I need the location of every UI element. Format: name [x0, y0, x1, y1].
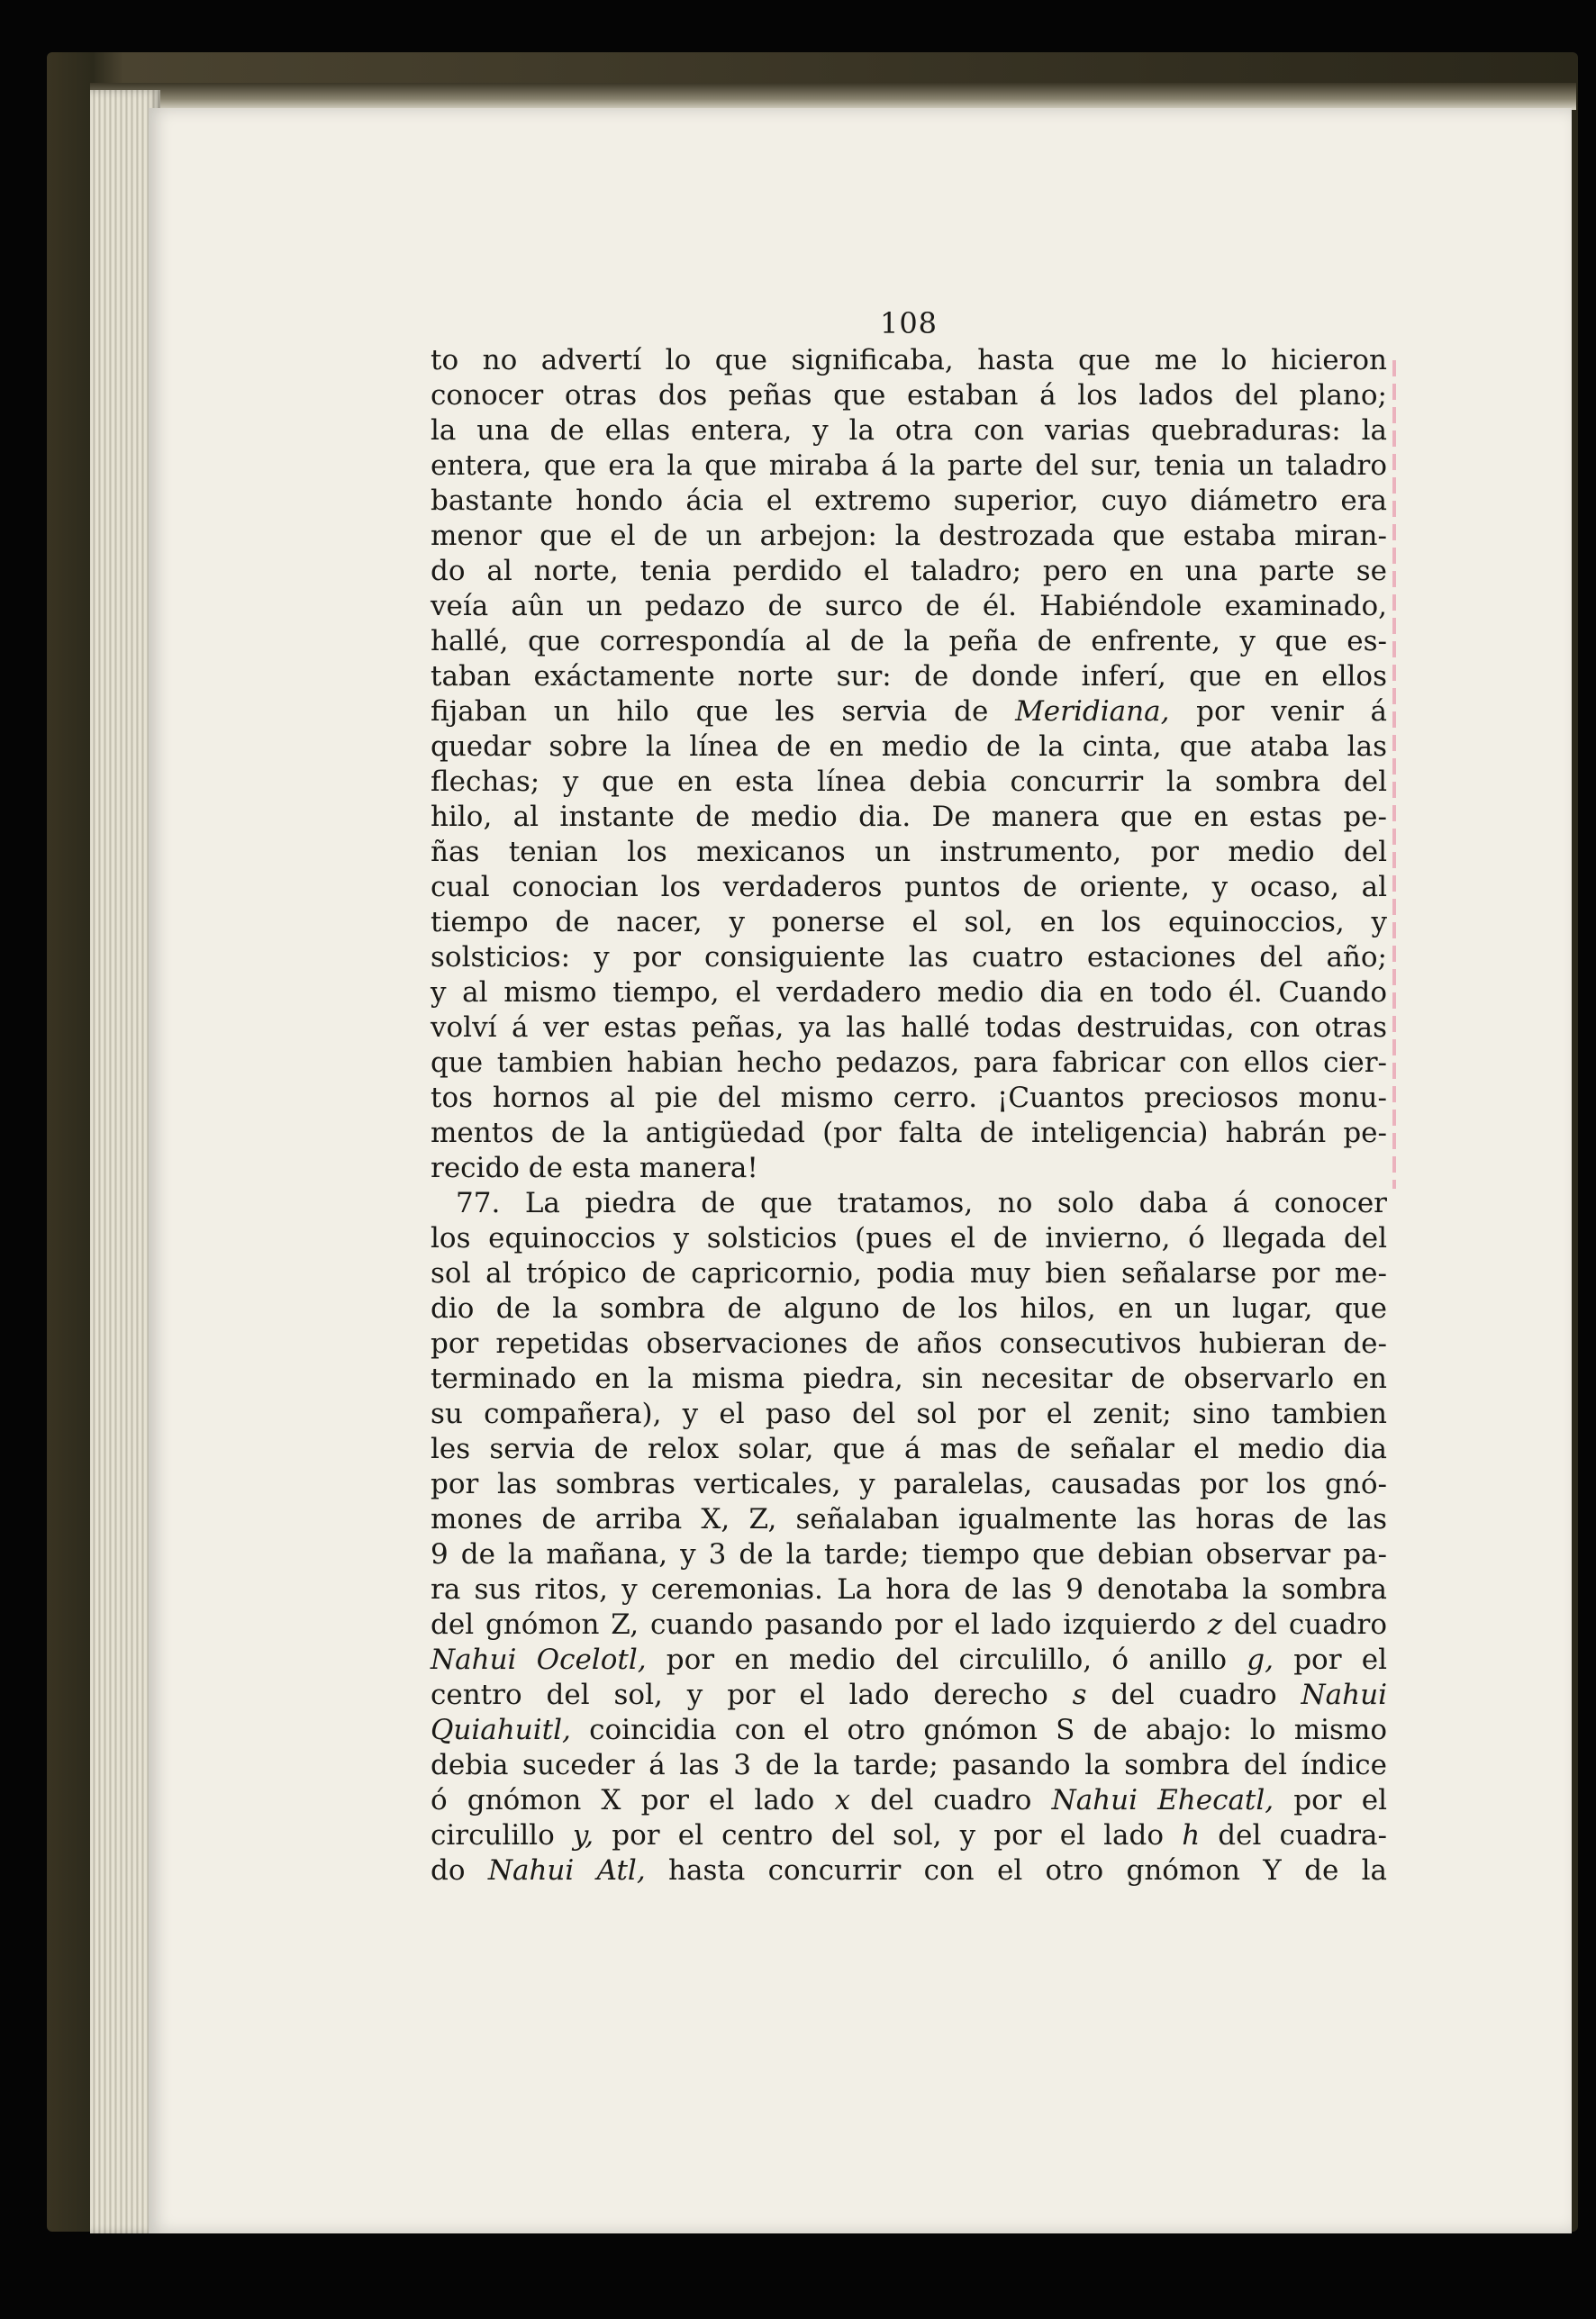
italic-term: s — [1072, 1679, 1087, 1711]
text-line — [431, 905, 1387, 940]
text-segment: por repetidas observaciones de años consecutivos hubieran de- — [431, 1327, 1387, 1360]
text-segment: del gnómon Z, cuando pasando por el lado izquierdo — [431, 1608, 1208, 1641]
text-line — [431, 589, 1387, 624]
text-line — [431, 1818, 1387, 1853]
italic-term: y, — [572, 1819, 594, 1852]
text-line — [431, 975, 1387, 1010]
text-line — [431, 343, 1387, 378]
text-line — [431, 870, 1387, 905]
text-segment: entera, que era la que miraba á la parte del sur, tenia un taladro — [431, 449, 1387, 482]
italic-term: Meridiana, — [1015, 695, 1170, 728]
text-line — [431, 940, 1387, 975]
text-line — [431, 1186, 1387, 1221]
text-segment: centro del sol, y por el lado derecho — [431, 1679, 1073, 1711]
text-line — [431, 624, 1387, 659]
text-line — [431, 1397, 1387, 1432]
text-line — [431, 1783, 1387, 1818]
text-segment: taban exáctamente norte sur: de donde inferí, que en ellos — [431, 660, 1387, 693]
text-segment: del cuadro — [1086, 1679, 1301, 1711]
text-line — [431, 1678, 1387, 1713]
text-segment: hilo, al instante de medio dia. De manera que en estas pe- — [431, 801, 1387, 833]
text-segment: quedar sobre la línea de en medio de la cinta, que ataba las — [431, 730, 1387, 763]
text-segment: fijaban un hilo que les servia de — [431, 695, 1016, 728]
text-segment: terminado en la misma piedra, sin necesitar de observarlo en — [431, 1363, 1387, 1395]
text-line — [431, 1748, 1387, 1783]
text-line — [431, 1643, 1387, 1678]
text-line — [431, 1010, 1387, 1046]
text-line — [431, 1502, 1387, 1537]
text-segment: volví á ver estas peñas, ya las hallé todas destruidas, con otras — [431, 1011, 1387, 1044]
text-segment: mentos de la antigüedad (por falta de inteligencia) habrán pe- — [431, 1117, 1387, 1149]
italic-term: Nahui Atl, — [487, 1854, 646, 1887]
text-segment: por en medio del circulillo, ó anillo — [646, 1644, 1247, 1676]
text-segment: les servia de relox solar, que á mas de señalar el medio dia — [431, 1433, 1387, 1465]
text-line — [431, 1046, 1387, 1081]
text-line — [431, 694, 1387, 729]
text-segment: sol al trópico de capricornio, podia muy bien señalarse por me- — [431, 1257, 1387, 1290]
text-segment: por las sombras verticales, y paralelas, causadas por los gnó- — [431, 1468, 1387, 1500]
text-line — [431, 448, 1387, 484]
text-segment: to no advertí lo que significaba, hasta que me lo hicieron — [431, 344, 1387, 376]
italic-term: x — [834, 1784, 850, 1816]
text-line — [431, 1608, 1387, 1643]
text-line — [431, 1081, 1387, 1116]
text-line — [431, 729, 1387, 765]
text-segment: ñas tenian los mexicanos un instrumento, por medio del — [431, 836, 1387, 868]
text-lines — [431, 343, 1387, 1889]
text-segment: la una de ellas entera, y la otra con varias quebraduras: la — [431, 414, 1387, 447]
text-segment: los equinoccios y solsticios (pues el de invierno, ó llegada del — [431, 1222, 1387, 1255]
text-line — [431, 378, 1387, 413]
text-segment: del cuadro — [849, 1784, 1052, 1816]
text-segment: su compañera), y el paso del sol por el zenit; sino tambien — [431, 1398, 1387, 1430]
text-segment: do al norte, tenia perdido el taladro; pero en una parte se — [431, 555, 1387, 587]
text-line — [431, 800, 1387, 835]
italic-term: Nahui Ehecatl, — [1051, 1784, 1274, 1816]
text-segment: menor que el de un arbejon: la destrozada que estaba miran- — [431, 520, 1387, 552]
text-segment: veía aûn un pedazo de surco de él. Habiéndole examinado, — [431, 590, 1387, 622]
text-line — [431, 1572, 1387, 1608]
text-segment: hasta concurrir con el otro gnómon Y de la — [645, 1854, 1388, 1887]
text-line — [431, 1291, 1387, 1327]
text-line — [431, 1713, 1387, 1748]
italic-term: z — [1207, 1608, 1223, 1641]
italic-term: Nahui Ocelotl, — [431, 1644, 647, 1676]
text-segment: del cuadra- — [1200, 1819, 1387, 1852]
text-line — [431, 835, 1387, 870]
text-segment: debia suceder á las 3 de la tarde; pasando la sombra del índice — [431, 1749, 1387, 1781]
text-segment: hallé, que correspondía al de la peña de enfrente, y que es- — [431, 625, 1387, 657]
text-segment: circulillo — [431, 1819, 573, 1852]
text-segment: cual conocian los verdaderos puntos de oriente, y ocaso, al — [431, 871, 1387, 903]
text-line — [431, 519, 1387, 554]
text-line — [431, 413, 1387, 448]
text-line — [431, 1221, 1387, 1256]
page-number: 108 — [879, 306, 939, 340]
text-segment: por venir á — [1169, 695, 1387, 728]
text-segment: recido de esta manera! — [431, 1152, 758, 1184]
text-segment: ra sus ritos, y ceremonias. La hora de las 9 denotaba la sombra — [431, 1573, 1387, 1606]
text-segment: solsticios: y por consiguiente las cuatro estaciones del año; — [431, 941, 1387, 974]
text-segment: conocer otras dos peñas que estaban á los lados del plano; — [431, 379, 1387, 412]
page-top-edge — [90, 83, 1576, 110]
text-line — [431, 1432, 1387, 1467]
text-segment: tiempo de nacer, y ponerse el sol, en los equinoccios, y — [431, 906, 1387, 938]
text-line — [431, 1362, 1387, 1397]
text-line — [431, 1256, 1387, 1291]
text-segment: do — [431, 1854, 488, 1887]
italic-term: Quiahuitl, — [431, 1714, 571, 1746]
text-line — [431, 554, 1387, 589]
text-segment: por el centro del sol, y por el lado — [594, 1819, 1183, 1852]
text-line — [431, 659, 1387, 694]
text-segment: 9 de la mañana, y 3 de la tarde; tiempo que debian observar pa- — [431, 1538, 1387, 1571]
text-segment: por el — [1274, 1644, 1388, 1676]
text-segment: dio de la sombra de alguno de los hilos, en un lugar, que — [431, 1292, 1387, 1325]
italic-term: Nahui — [1301, 1679, 1387, 1711]
italic-term: h — [1182, 1819, 1201, 1852]
text-line — [431, 765, 1387, 800]
text-line — [431, 1327, 1387, 1362]
text-segment: ó gnómon X por el lado — [431, 1784, 835, 1816]
italic-term: g, — [1247, 1644, 1274, 1676]
text-segment: tos hornos al pie del mismo cerro. ¡Cuantos preciosos monu- — [431, 1082, 1387, 1114]
text-segment: que tambien habian hecho pedazos, para fabricar con ellos cier- — [431, 1046, 1387, 1079]
text-line — [431, 484, 1387, 519]
text-line — [431, 1151, 1387, 1186]
text-segment: flechas; y que en esta línea debia concurrir la sombra del — [431, 765, 1387, 798]
text-line — [431, 1467, 1387, 1502]
text-segment: por el — [1274, 1784, 1387, 1816]
text-segment: coincidia con el otro gnómon S de abajo: lo mismo — [570, 1714, 1387, 1746]
page-text — [431, 306, 1387, 1889]
text-segment: bastante hondo ácia el extremo superior, cuyo diámetro era — [431, 485, 1387, 517]
text-segment: del cuadro — [1222, 1608, 1388, 1641]
text-line — [431, 1537, 1387, 1572]
text-line — [431, 1116, 1387, 1151]
text-segment: y al mismo tiempo, el verdadero medio dia en todo él. Cuando — [431, 976, 1387, 1009]
text-line — [431, 1853, 1387, 1889]
text-segment: mones de arriba X, Z, señalaban igualmente las horas de las — [431, 1503, 1387, 1535]
margin-mark — [1392, 360, 1396, 1189]
text-segment: 77. La piedra de que tratamos, no solo daba á conocer — [456, 1187, 1387, 1219]
